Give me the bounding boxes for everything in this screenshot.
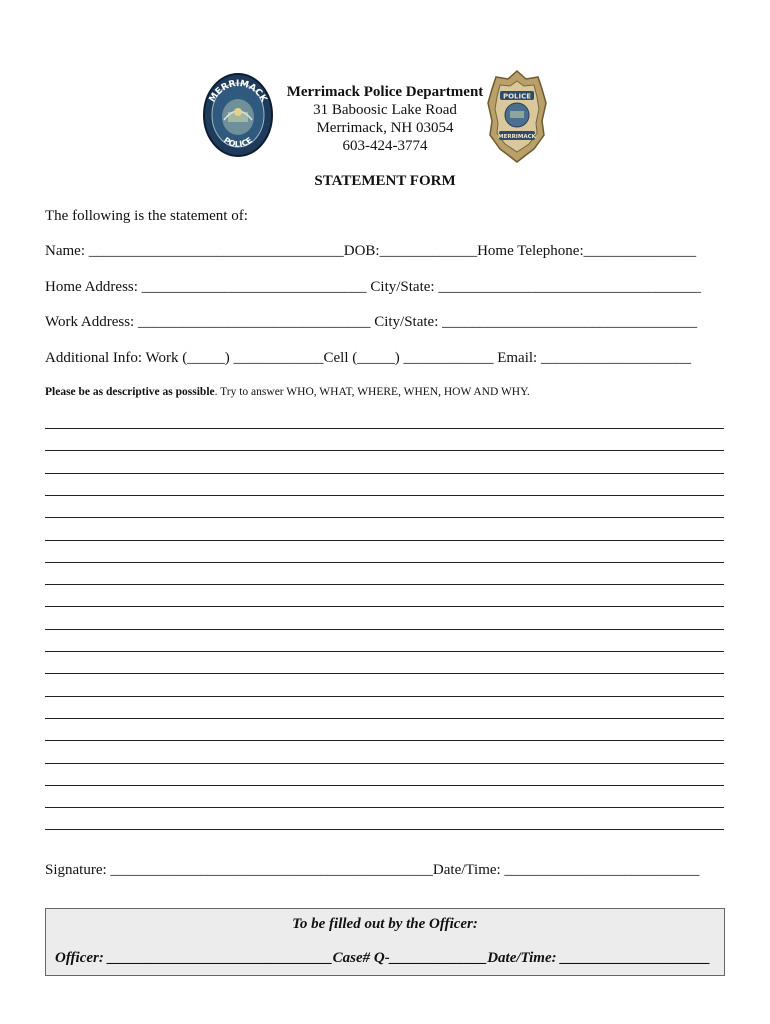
svg-text:POLICE: POLICE: [222, 135, 254, 149]
statement-line[interactable]: [45, 540, 724, 541]
statement-line[interactable]: [45, 740, 724, 741]
statement-line[interactable]: [45, 807, 724, 808]
name-dob-telephone-line[interactable]: Name: __________________________________DOB:_____________Home Telephone:_______________: [45, 243, 697, 259]
merrimack-police-seal-logo: [202, 72, 274, 158]
home-address-line[interactable]: Home Address: ______________________________ City/State: ___________________________________: [45, 279, 701, 295]
svg-text:MERRIMACK: MERRIMACK: [498, 134, 536, 140]
police-badge-logo: [486, 69, 548, 164]
instruction-bold: Please be as descriptive as possible: [45, 386, 215, 398]
department-name: Merrimack Police Department: [286, 84, 484, 100]
statement-line[interactable]: [45, 696, 724, 697]
statement-of-label: The following is the statement of:: [45, 208, 248, 224]
statement-line[interactable]: [45, 495, 724, 496]
statement-line[interactable]: [45, 629, 724, 630]
statement-line[interactable]: [45, 562, 724, 563]
officer-section-box: [45, 908, 725, 976]
additional-info-line[interactable]: Additional Info: Work (_____) ____________Cell (_____) ____________ Email: ____________________: [45, 350, 691, 366]
statement-line[interactable]: [45, 606, 724, 607]
address-line-2: Merrimack, NH 03054: [316, 120, 454, 136]
svg-text:POLICE: POLICE: [502, 92, 532, 101]
statement-line[interactable]: [45, 428, 724, 429]
statement-line[interactable]: [45, 651, 724, 652]
instruction-text: [45, 386, 530, 398]
department-header: [270, 83, 500, 155]
department-phone: 603-424-3774: [342, 138, 428, 154]
statement-line[interactable]: [45, 763, 724, 764]
svg-text:MERRIMACK: MERRIMACK: [207, 78, 269, 105]
statement-line[interactable]: [45, 718, 724, 719]
address-line-1: 31 Baboosic Lake Road: [313, 102, 457, 118]
officer-section-heading: To be filled out by the Officer:: [292, 916, 478, 932]
officer-case-date-line[interactable]: Officer: ______________________________Case# Q-_____________Date/Time: ____________________: [55, 950, 711, 966]
form-title: STATEMENT FORM: [314, 173, 456, 189]
statement-line[interactable]: [45, 785, 724, 786]
instruction-rest: . Try to answer WHO, WHAT, WHERE, WHEN, HOW AND WHY.: [214, 386, 530, 398]
statement-line[interactable]: [45, 673, 724, 674]
statement-line[interactable]: [45, 473, 724, 474]
statement-line[interactable]: [45, 450, 724, 451]
statement-line[interactable]: [45, 829, 724, 830]
statement-line[interactable]: [45, 517, 724, 518]
signature-date-line[interactable]: Signature: ___________________________________________Date/Time: __________________________: [45, 862, 700, 878]
work-address-line[interactable]: Work Address: _______________________________ City/State: __________________________________: [45, 314, 698, 330]
statement-line[interactable]: [45, 584, 724, 585]
